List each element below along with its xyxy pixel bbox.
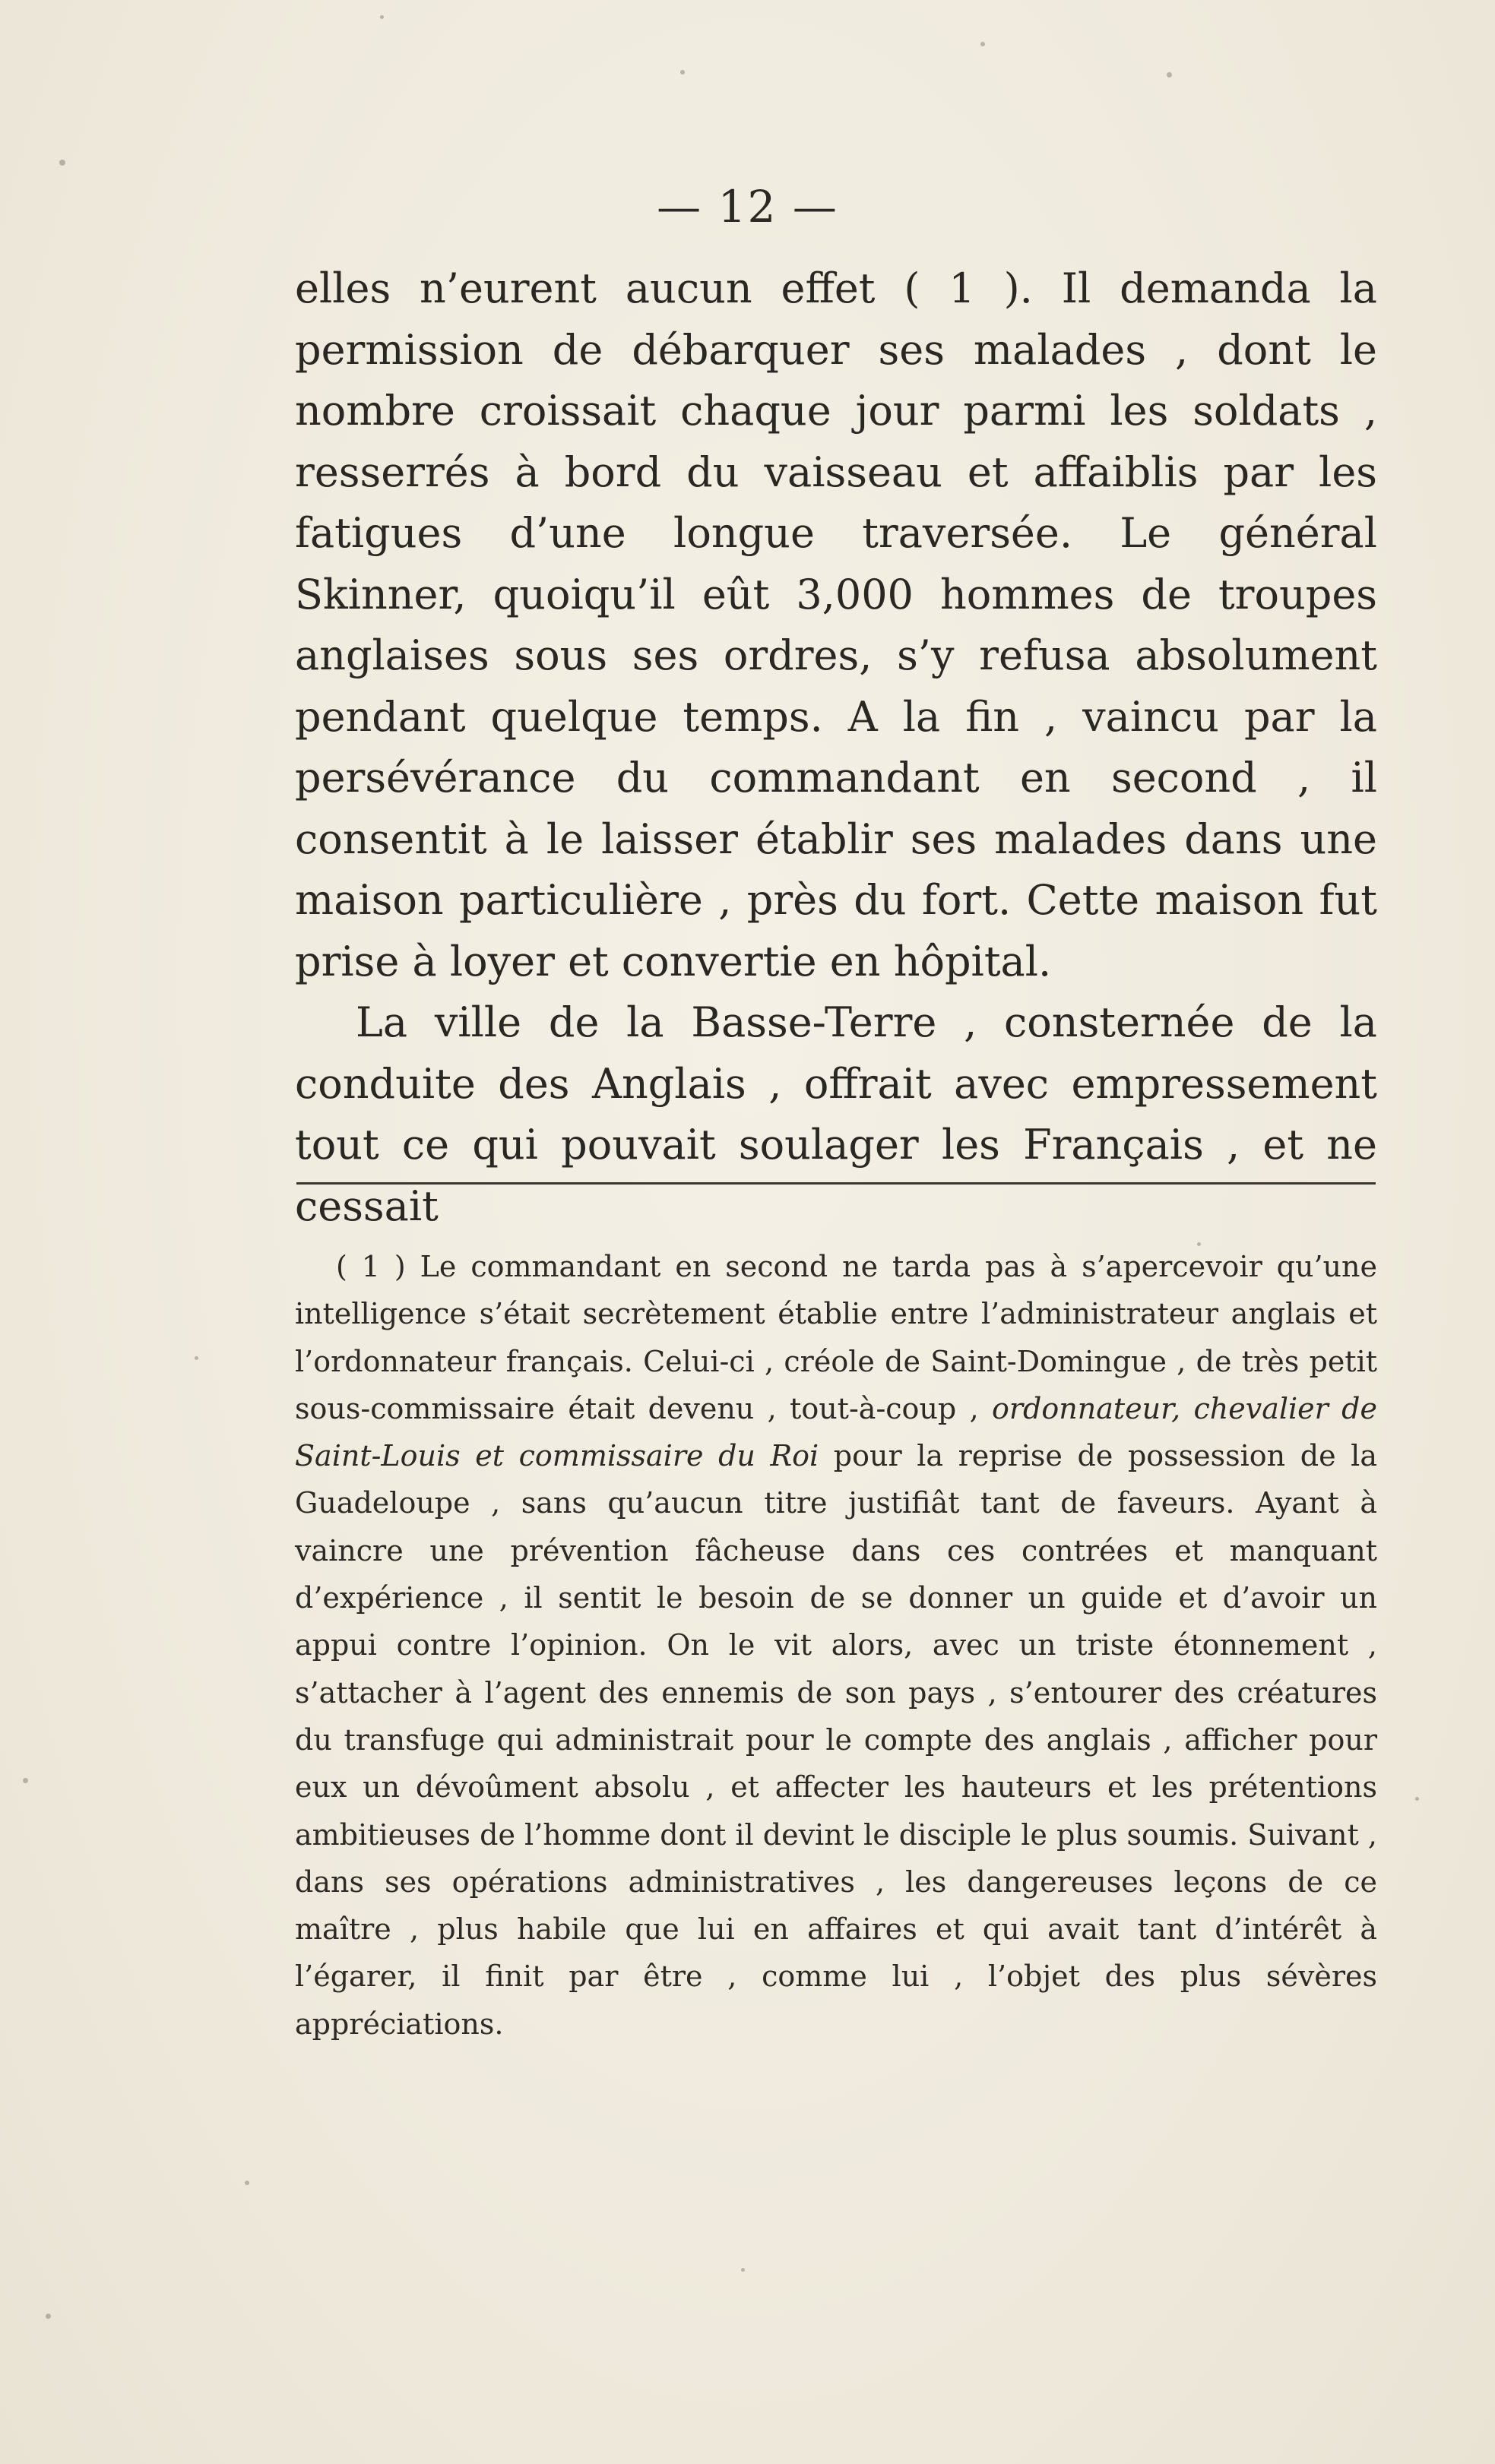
page-number: — 12 — [657, 181, 838, 232]
footnote-italic-text: ordonnateur, chevalier de Saint-Louis et commissaire du Roi [295, 1391, 1377, 1473]
paragraph: La ville de la Basse-Terre , consternée de la conduite des Anglais , offrait avec empressement tout ce qui pouvait soulager les Français , et ne cessait [295, 998, 1377, 1230]
paper-speck [380, 15, 384, 19]
paper-speck [1415, 1797, 1419, 1801]
paper-speck [195, 1356, 198, 1360]
paper-speck [23, 1778, 28, 1783]
paper-speck [680, 70, 685, 74]
paper-speck [1167, 72, 1172, 77]
paper-speck [741, 2268, 745, 2272]
footnote-divider [296, 1182, 1376, 1185]
footnote [295, 1243, 1377, 2048]
footnote-text: ( 1 ) Le commandant en second ne tarda pas à s’apercevoir qu’une intelligence s’était secrètement établie entre l’administrateur anglais et l’ordonnateur français. Celui-ci , créole de Saint-Domingue , de très petit sous-commissaire était devenu , tout-à-coup , [295, 1250, 1377, 1425]
footnote-text: pour la reprise de possession de la Guadeloupe , sans qu’aucun titre justifiât tant de faveurs. Ayant à vaincre une prévention fâcheuse dans ces contrées et manquant d’expérience , il sentit le besoin de se donner un guide et d’avoir un appui contre l’opinion. On le vit alors, avec un triste étonnement , s’attacher à l’agent des ennemis de son pays , s’entourer des créatures du transfuge qui administrait pour le compte des anglais , afficher pour eux un dévoûment absolu , et affecter les hauteurs et les prétentions ambitieuses de l’homme dont il devint le disciple le plus soumis. Suivant , dans ses opérations administratives , les dangereuses leçons de ce maître , plus habile que lui en affaires et qui avait tant d’intérêt à l’égarer, il finit par être , comme lui , l’objet des plus sévères appréciations. [295, 1439, 1377, 2041]
paper-speck [980, 42, 985, 46]
footnote-paragraph [295, 1243, 1377, 2048]
paper-speck [59, 160, 65, 166]
paragraph: elles n’eurent aucun effet ( 1 ). Il demanda la permission de débarquer ses malades , dont le nombre croissait chaque jour parmi les soldats , resserrés à bord du vaisseau et affaiblis par les fatigues d’une longue traversée. Le général Skinner, quoiqu’il eût 3,000 hommes de troupes anglaises sous ses ordres, s’y refusa absolument pendant quelque temps. A la fin , vaincu par la persévérance du commandant en second , il consentit à le laisser établir ses malades dans une maison particulière , près du fort. Cette maison fut prise à loyer et convertie en hôpital. [295, 264, 1377, 985]
main-text [295, 258, 1377, 1237]
paper-speck [245, 2181, 249, 2185]
paper-speck [46, 2314, 51, 2319]
